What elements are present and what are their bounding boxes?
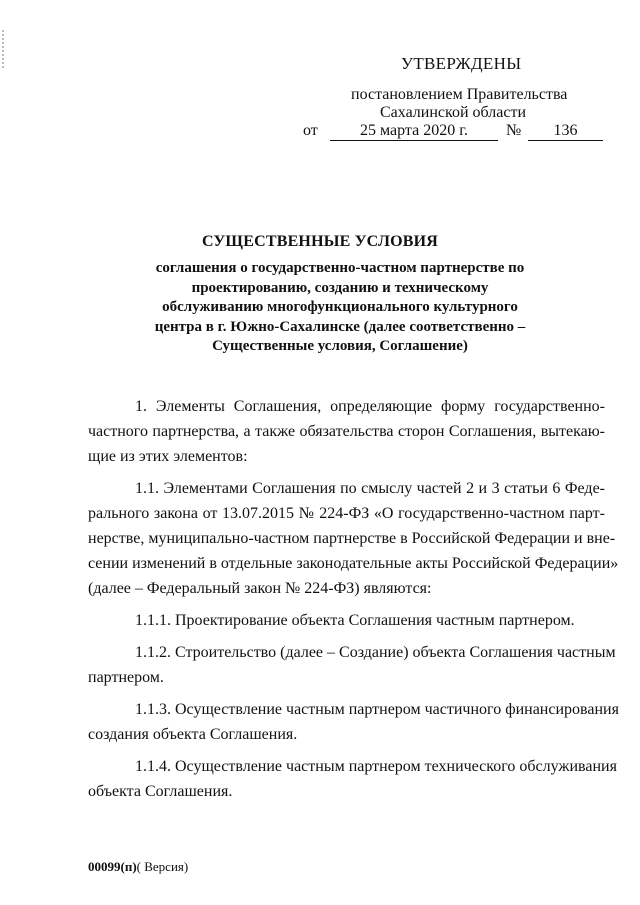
text-line: 1.1. Элементами Соглашения по смыслу частей 2 и 3 статьи 6 Феде-: [135, 480, 605, 497]
approval-date-line: [303, 121, 603, 143]
approval-line-resolution: постановлением Правительства: [351, 86, 568, 103]
subtitle-line: центра в г. Южно-Сахалинске (далее соответственно –: [154, 318, 526, 335]
approved-heading: УТВЕРЖДЕНЫ: [401, 54, 522, 73]
text-line: рального закона от 13.07.2015 № 224-ФЗ «О государственно-частном парт-: [88, 505, 605, 522]
document-footer: [88, 859, 188, 875]
text-line: 1.1.4. Осуществление частным партнером технического обслуживания: [135, 758, 617, 775]
document-title: СУЩЕСТВЕННЫЕ УСЛОВИЯ: [201, 233, 439, 250]
paragraph-1-1-1: [88, 608, 605, 633]
number-sign: №: [506, 122, 522, 139]
document-subtitle: [140, 259, 540, 357]
from-label: от: [303, 122, 318, 139]
subtitle-line: Существенные условия, Соглашение): [212, 338, 468, 354]
text-line: объекта Соглашения.: [88, 783, 233, 800]
footer-version: ( Версия): [136, 859, 189, 874]
approval-line-region: Сахалинской области: [380, 104, 527, 121]
paragraph-1-1-4: [88, 754, 617, 804]
text-line: частного партнерства, а также обязательства сторон Соглашения, вытекаю-: [88, 423, 605, 440]
subtitle-line: проектированию, созданию и техническому: [191, 279, 489, 296]
text-line: 1.1.1. Проектирование объекта Соглашения частным партнером.: [135, 612, 575, 629]
text-line: 1. Элементы Соглашения, определяющие форму государственно-: [135, 398, 605, 415]
text-line: (далее – Федеральный закон № 224-ФЗ) являются:: [88, 580, 432, 597]
text-line: сении изменений в отдельные законодательные акты Российской Федерации»: [88, 555, 619, 572]
paragraph-1-1-3: [88, 697, 619, 747]
scan-edge-mark: [2, 30, 4, 70]
text-line: 1.1.2. Строительство (далее – Создание) объекта Соглашения частным: [135, 644, 616, 661]
approval-number: 136: [528, 121, 603, 141]
text-line: партнером.: [88, 669, 164, 686]
text-line: щие из этих элементов:: [88, 448, 248, 465]
subtitle-line: соглашения о государственно-частном партнерстве по: [155, 260, 525, 276]
text-line: 1.1.3. Осуществление частным партнером частичного финансирования: [135, 701, 619, 718]
paragraph-1: [88, 394, 605, 469]
paragraph-1-1-2: [88, 640, 616, 690]
paragraph-1-1: [88, 476, 619, 601]
footer-code: 00099(п): [88, 859, 137, 874]
document-body: [88, 394, 619, 804]
approval-date: 25 марта 2020 г.: [330, 121, 498, 141]
text-line: создания объекта Соглашения.: [88, 726, 298, 743]
subtitle-line: обслуживанию многофункционального культурного: [162, 299, 518, 315]
text-line: нерстве, муниципально-частном партнерстве в Российской Федерации и вне-: [88, 530, 616, 547]
